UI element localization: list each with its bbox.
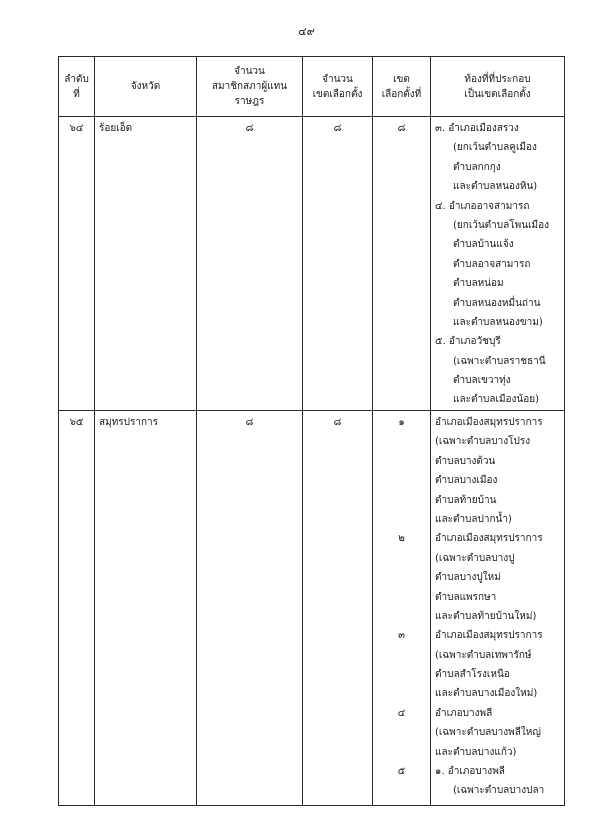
row-order: ๖๔ bbox=[59, 117, 95, 411]
district-number bbox=[377, 781, 426, 800]
district-number bbox=[377, 471, 426, 490]
header-area: ท้องที่ที่ประกอบ เป็นเขตเลือกตั้ง bbox=[431, 57, 565, 117]
area-line: (เฉพาะตำบลบางปลา bbox=[453, 785, 545, 797]
area-line: ตำบลบางเมือง bbox=[435, 475, 498, 487]
area-line: ตำบลกกกุง bbox=[453, 161, 501, 173]
district-number bbox=[377, 607, 426, 626]
header-district-count: จำนวน เขตเลือกตั้ง bbox=[303, 57, 373, 117]
header-mp-count: จำนวน สมาชิกสภาผู้แทน ราษฎร bbox=[197, 57, 303, 117]
district-number bbox=[377, 255, 426, 274]
header-district-number: เขต เลือกตั้งที่ bbox=[373, 57, 431, 117]
area-line: ตำบลอาจสามารถ bbox=[453, 258, 531, 270]
area-line: อำเภอบางพลี bbox=[435, 707, 493, 719]
header-province: จังหวัด bbox=[95, 57, 197, 117]
district-number bbox=[377, 352, 426, 371]
district-number bbox=[377, 491, 426, 510]
area-line: และตำบลหนองหิน) bbox=[453, 181, 538, 193]
area-line: และตำบลบางเมืองใหม่) bbox=[435, 688, 538, 700]
area-line: ตำบลเขวาทุ่ง bbox=[453, 375, 511, 387]
district-number: ๘ bbox=[397, 123, 406, 134]
area-line: ตำบลบางด้วน bbox=[435, 455, 496, 467]
area-line: ตำบลท้ายบ้าน bbox=[435, 494, 497, 506]
district-number bbox=[377, 743, 426, 762]
table-header-row bbox=[59, 57, 565, 117]
district-number bbox=[377, 588, 426, 607]
district-number bbox=[377, 294, 426, 313]
row-area-lines bbox=[431, 411, 565, 806]
area-line: (เฉพาะตำบลบางพลีใหญ่ bbox=[435, 727, 541, 739]
constituency-table bbox=[58, 56, 565, 806]
district-number bbox=[377, 235, 426, 254]
district-number bbox=[377, 568, 426, 587]
area-line: และตำบลหนองขาม) bbox=[453, 316, 543, 328]
district-number bbox=[377, 723, 426, 742]
area-line: ๓. อำเภอเมืองสรวง bbox=[435, 123, 519, 134]
district-number: ๓ bbox=[398, 630, 405, 642]
area-line: (ยกเว้นตำบลโพนเมือง bbox=[453, 219, 549, 231]
area-line: อำเภอเมืองสมุทรปราการ bbox=[435, 417, 543, 428]
district-number: ๒ bbox=[398, 533, 405, 545]
row-district-numbers bbox=[373, 411, 431, 806]
area-line: ๑. อำเภอบางพลี bbox=[435, 766, 505, 778]
area-line: และตำบลปากน้ำ) bbox=[435, 513, 512, 525]
area-line: ตำบลสำโรงเหนือ bbox=[435, 669, 510, 681]
table-row-samut-prakan bbox=[59, 411, 565, 806]
area-line: (เฉพาะตำบลเทพารักษ์ bbox=[435, 649, 532, 661]
district-number bbox=[377, 274, 426, 293]
district-number: ๕ bbox=[397, 766, 406, 778]
district-number bbox=[377, 646, 426, 665]
district-number bbox=[377, 665, 426, 684]
area-line: (เฉพาะตำบลราชธานี bbox=[453, 355, 546, 367]
row-mp-count: ๘ bbox=[197, 117, 303, 411]
area-line: และตำบลเมืองน้อย) bbox=[453, 394, 540, 406]
table-row-roi-et bbox=[59, 117, 565, 411]
row-province: สมุทรปราการ bbox=[95, 411, 197, 806]
district-number bbox=[377, 452, 426, 471]
district-number bbox=[377, 197, 426, 216]
area-line: ตำบลแพรกษา bbox=[435, 591, 497, 603]
area-line: ตำบลบางปูใหม่ bbox=[435, 572, 501, 584]
area-line: ตำบลบ้านแจ้ง bbox=[453, 239, 514, 251]
district-number: ๑ bbox=[398, 417, 405, 428]
area-line: (เฉพาะตำบลบางปู bbox=[435, 552, 515, 564]
page-number: ๔๙ bbox=[298, 25, 315, 38]
header-order: ลำดับ ที่ bbox=[59, 57, 95, 117]
district-number bbox=[377, 510, 426, 529]
row-order: ๖๕ bbox=[59, 411, 95, 806]
row-mp-count: ๘ bbox=[197, 411, 303, 806]
district-number: ๔ bbox=[397, 707, 406, 719]
district-number bbox=[377, 158, 426, 177]
area-line: ตำบลหนองหมื่นถ่าน bbox=[453, 297, 541, 309]
district-number bbox=[377, 371, 426, 390]
area-line: (ยกเว้นตำบลคูเมือง bbox=[453, 142, 537, 154]
row-district-numbers bbox=[373, 117, 431, 411]
area-line: อำเภอเมืองสมุทรปราการ bbox=[435, 630, 543, 642]
district-number bbox=[377, 138, 426, 157]
area-line: (เฉพาะตำบลบางโปรง bbox=[435, 436, 531, 448]
district-number bbox=[377, 432, 426, 451]
area-line: ๔. อำเภออาจสามารถ bbox=[435, 200, 530, 212]
area-line: ๕. อำเภอวัชบุรี bbox=[435, 336, 501, 348]
district-number bbox=[377, 177, 426, 196]
row-district-count: ๘ bbox=[303, 411, 373, 806]
area-line: อำเภอเมืองสมุทรปราการ bbox=[435, 533, 543, 545]
area-line: และตำบลท้ายบ้านใหม่) bbox=[435, 610, 537, 622]
row-district-count: ๘ bbox=[303, 117, 373, 411]
district-number bbox=[377, 216, 426, 235]
area-line: ตำบลหน่อม bbox=[453, 278, 504, 290]
district-number bbox=[377, 684, 426, 703]
area-line: และตำบลบางแก้ว) bbox=[435, 746, 517, 758]
district-number bbox=[377, 549, 426, 568]
district-number bbox=[377, 313, 426, 332]
row-province: ร้อยเอ็ด bbox=[95, 117, 197, 411]
district-number bbox=[377, 332, 426, 351]
row-area-lines bbox=[431, 117, 565, 411]
